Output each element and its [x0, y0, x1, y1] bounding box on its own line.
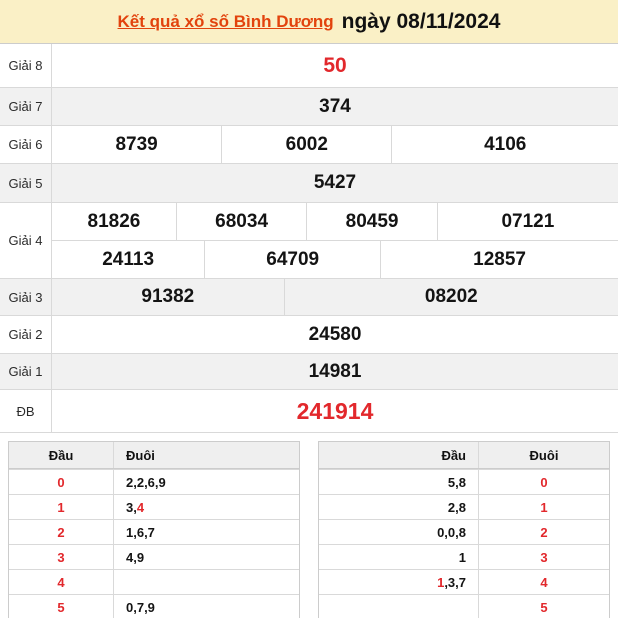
prize-number: 374: [319, 95, 351, 117]
dau-values: [319, 545, 479, 569]
prize-row-3: [0, 279, 618, 316]
table-row: [319, 519, 609, 544]
table-row: [9, 544, 299, 569]
duoi-header: Đuôi: [529, 447, 559, 463]
dau-values: [319, 570, 479, 594]
duoi-black: 3,: [126, 499, 137, 515]
lottery-title-link[interactable]: Kết quả xổ số Bình Dương: [117, 11, 334, 31]
dau-black: 5,8: [447, 474, 466, 490]
head-tail-table-left: [8, 441, 300, 618]
prize-row-4: [0, 203, 618, 279]
prize-number: 91382: [141, 286, 195, 307]
table-row: [319, 594, 609, 618]
prize-row-8: [0, 44, 618, 88]
duoi-values: [114, 475, 299, 490]
duoi-values: [114, 600, 299, 615]
table-row: [9, 569, 299, 594]
duoi-values: [114, 550, 299, 565]
prize-label: ĐB: [0, 390, 52, 432]
prize-label: Giải 6: [0, 126, 52, 163]
head-tail-table-right: [318, 441, 610, 618]
dau-black: 1: [458, 549, 466, 565]
prize-row-6: [0, 126, 618, 164]
prize-number: 8739: [115, 133, 158, 155]
prize-number: 80459: [306, 203, 436, 240]
duoi-black: 1,6,7: [126, 524, 155, 540]
dau-header: Đầu: [9, 442, 114, 468]
prize-row-7: [0, 88, 618, 126]
prize-number: 64709: [204, 241, 380, 278]
prize-number: 5427: [313, 172, 357, 193]
prize-number: 07121: [437, 203, 618, 240]
prize-row-2: [0, 316, 618, 354]
duoi-values: [114, 500, 299, 515]
duoi-digit: 3: [540, 549, 548, 565]
dau-digit: 0: [9, 470, 114, 494]
duoi-digit: 2: [540, 524, 548, 540]
prize-row-5: [0, 164, 618, 203]
duoi-digit: 5: [540, 599, 548, 615]
prize-row-1: [0, 354, 618, 390]
dau-red: 1: [437, 574, 445, 590]
dau-black: ,3,7: [444, 574, 466, 590]
dau-values: [319, 595, 479, 618]
prize-number: 24580: [308, 323, 362, 345]
special-prize-number: 241914: [296, 397, 374, 424]
dau-digit: 3: [9, 545, 114, 569]
prize-row-db: [0, 390, 618, 433]
dau-digit: 1: [9, 495, 114, 519]
duoi-black: 2,2,6,9: [126, 474, 166, 490]
duoi-values: [114, 525, 299, 540]
dau-black: 2,8: [447, 499, 466, 515]
dau-values: [319, 470, 479, 494]
duoi-digit: 4: [540, 574, 548, 590]
table-row: [319, 569, 609, 594]
prize-number: 6002: [221, 126, 391, 163]
prize-number: 81826: [87, 210, 141, 232]
table-row: [9, 594, 299, 618]
dau-header: Đầu: [319, 442, 479, 468]
table-row: [9, 469, 299, 494]
prize-label: Giải 5: [0, 164, 52, 202]
head-tail-section: [8, 441, 610, 618]
table-row: [9, 519, 299, 544]
prize-number: 12857: [380, 241, 618, 278]
dau-digit: 5: [9, 595, 114, 618]
prize-label: Giải 3: [0, 279, 52, 315]
table-row: [319, 494, 609, 519]
table-row: [9, 494, 299, 519]
results-table: [0, 44, 618, 433]
prize-label: Giải 8: [0, 44, 52, 87]
dau-black: 0,0,8: [437, 524, 466, 540]
prize-label: Giải 4: [0, 203, 52, 278]
duoi-header: Đuôi: [126, 447, 155, 463]
prize-label: Giải 7: [0, 88, 52, 125]
prize-number: 68034: [176, 203, 306, 240]
duoi-digit: 1: [540, 499, 548, 515]
table-row: [319, 544, 609, 569]
dau-digit: 4: [9, 570, 114, 594]
prize-number: 14981: [308, 360, 362, 382]
duoi-black: 0,7,9: [126, 599, 155, 615]
table-header-row: [9, 442, 299, 469]
prize-number: 24113: [102, 248, 155, 270]
prize-label: Giải 2: [0, 316, 52, 353]
dau-values: [319, 495, 479, 519]
draw-date: ngày 08/11/2024: [341, 9, 501, 33]
dau-digit: 2: [9, 520, 114, 544]
prize-number: 4106: [391, 126, 618, 163]
table-row: [319, 469, 609, 494]
prize-label: Giải 1: [0, 354, 52, 389]
page-header: [0, 0, 618, 44]
duoi-black: 4,9: [126, 549, 145, 565]
duoi-red: 4: [136, 499, 145, 515]
duoi-digit: 0: [540, 474, 548, 490]
prize-number: 08202: [284, 279, 618, 315]
prize-number: 50: [323, 53, 347, 77]
table-header-row: [319, 442, 609, 469]
dau-values: [319, 520, 479, 544]
